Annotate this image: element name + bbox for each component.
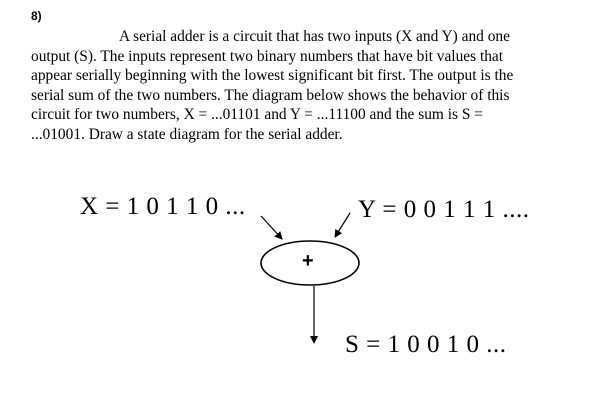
x-input-label: X = 1 0 1 1 0 ...: [80, 193, 246, 220]
plus-operator: +: [302, 250, 314, 272]
problem-line-3: appear serially beginning with the lowest significant bit first. The output is the: [31, 67, 514, 84]
problem-line-1: A serial adder is a circuit that has two inputs (X and Y) and one: [119, 28, 510, 45]
question-number: 8): [31, 9, 42, 23]
x-input-arrow: [261, 216, 282, 239]
sum-output-label: S = 1 0 0 1 0 ...: [345, 331, 507, 358]
problem-line-4: serial sum of the two numbers. The diagram below shows the behavior of this: [31, 86, 510, 104]
problem-line-2: output (S). The inputs represent two binary numbers that have bit values that: [31, 47, 504, 65]
y-input-label: Y = 0 0 1 1 1 ....: [358, 196, 530, 223]
problem-line-5: circuit for two numbers, X = ...01101 and Y = ...11100 and the sum is S =: [31, 106, 483, 123]
problem-line-6: ...01001. Draw a state diagram for the serial adder.: [31, 125, 343, 143]
y-input-arrow: [335, 213, 350, 237]
